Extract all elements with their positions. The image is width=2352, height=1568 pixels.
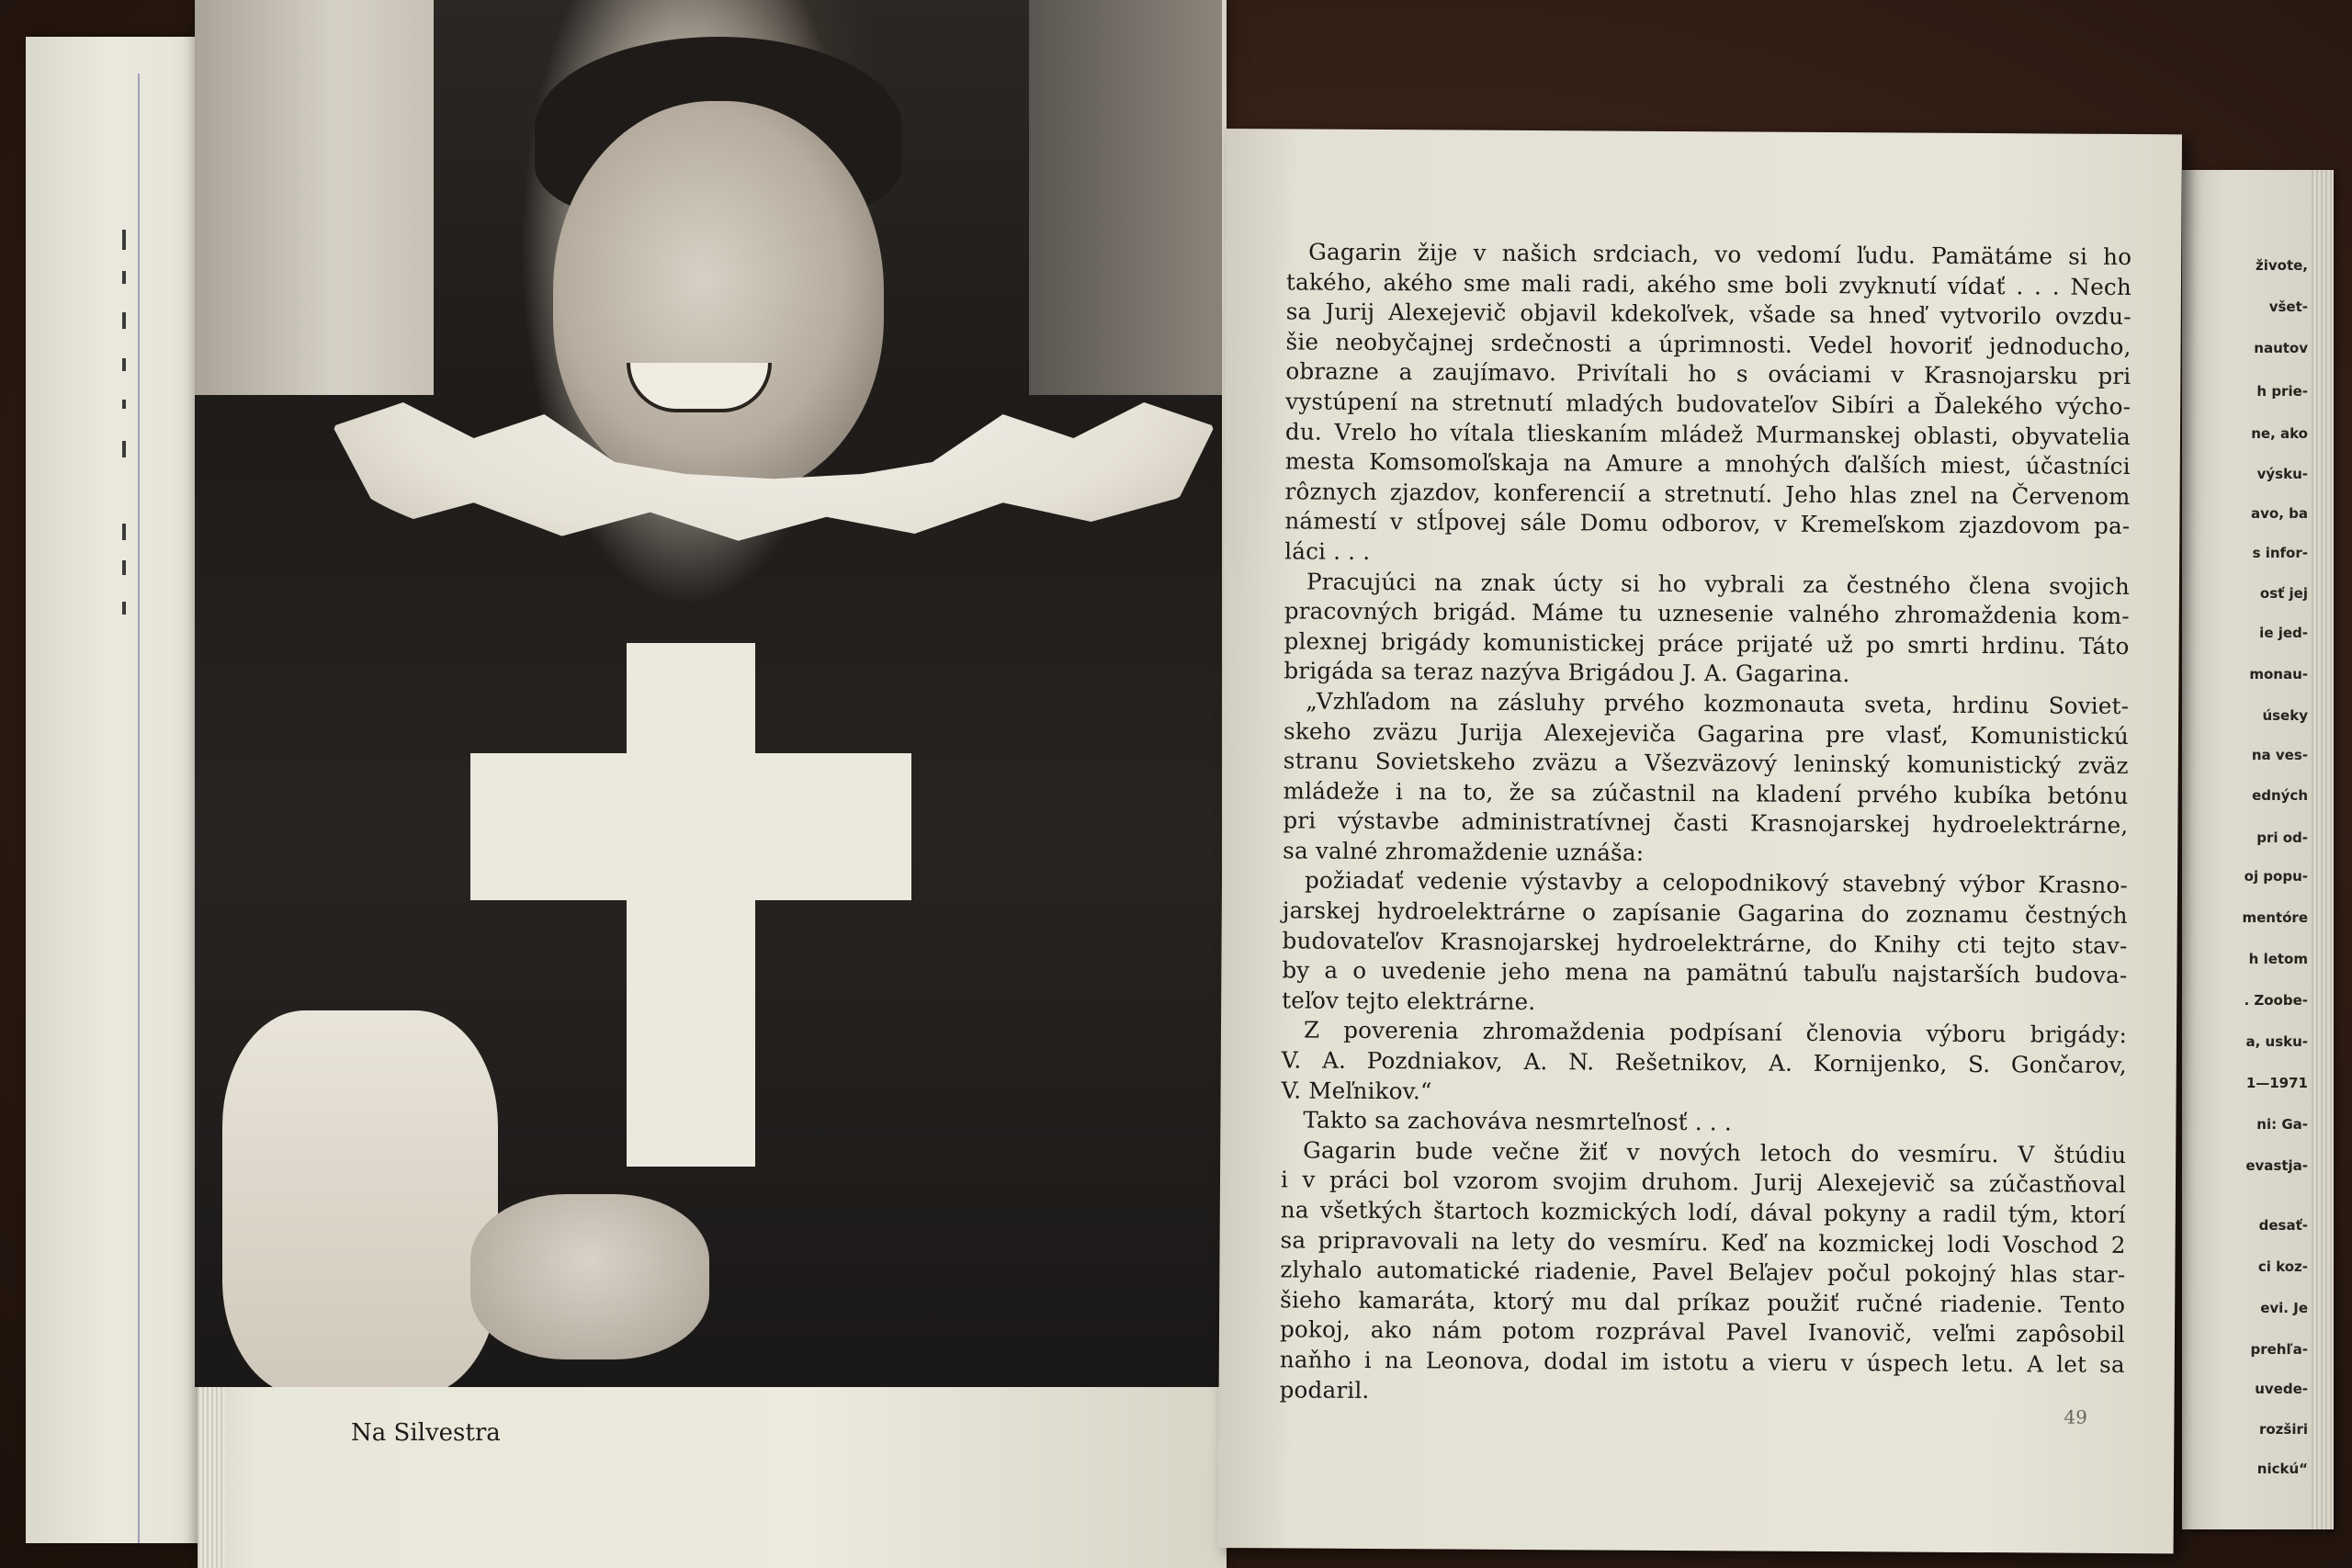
underlying-text-fragment: na ves- xyxy=(2251,747,2308,763)
text-line: Gagarin žije v našich srdciach, vo vedomí ľudu. Pamätáme si ho xyxy=(1308,238,2132,271)
underlying-text-fragment: prehľa- xyxy=(2250,1341,2308,1358)
text-line: naňho i na Leonova, dodal im istotu a vieru v úspech letu. A let sa xyxy=(1279,1346,2125,1378)
page-edges-right xyxy=(2312,170,2334,1529)
photo-face xyxy=(553,101,884,496)
photo-cross-horizontal xyxy=(470,753,911,900)
underlying-book-right xyxy=(2182,170,2334,1529)
edge-mark xyxy=(122,524,126,540)
edge-mark xyxy=(122,441,126,457)
underlying-text-fragment: živote, xyxy=(2256,257,2308,274)
edge-mark xyxy=(122,400,126,409)
text-line: budovateľov Krasnojarskej hydroelektrárne, do Knihy cti tejto stav- xyxy=(1282,927,2128,959)
text-line: mládeže i na to, že sa zúčastnil na kladení prvého kubíka betónu xyxy=(1283,777,2129,809)
text-line: plexnej brigády komunistickej práce prijaté už po smrti hrdinu. Táto xyxy=(1283,627,2130,660)
text-line: stranu Sovietskeho zväzu a Všezväzový leninský komunistický zväz xyxy=(1283,747,2129,780)
photo-hand xyxy=(470,1194,709,1359)
underlying-text-fragment: oj popu- xyxy=(2244,868,2308,885)
underlying-text-fragment: rozširi xyxy=(2258,1421,2308,1438)
photo-cross-vertical xyxy=(627,643,755,1167)
text-line: pracovných brigád. Máme tu uznesenie valného zhromaždenia kom- xyxy=(1283,597,2130,630)
text-line: rôznych zjazdov, konferencií a stretnutí. Jeho hlas znel na Červenom xyxy=(1284,478,2131,510)
edge-mark xyxy=(122,560,126,575)
underlying-text-fragment: ni: Ga- xyxy=(2256,1116,2308,1133)
text-line: „Vzhľadom na zásluhy prvého kozmonauta sveta, hrdinu Soviet- xyxy=(1306,687,2130,719)
underlying-text-fragment: monau- xyxy=(2249,666,2308,682)
edge-mark xyxy=(122,230,126,250)
text-line: námestí v stĺpovej sále Domu odborov, v Kremeľskom zjazdovom pa- xyxy=(1284,507,2131,540)
body-text xyxy=(1280,237,2132,1410)
underlying-text-fragment: h letom xyxy=(2248,951,2308,967)
text-line: šieho kamaráta, ktorý mu dal príkaz použiť ručné riadenie. Tento xyxy=(1280,1286,2126,1318)
underlying-text-fragment: . Zoobe- xyxy=(2244,992,2308,1009)
underlying-text-fragment: 1—1971 xyxy=(2245,1075,2308,1091)
underlying-text-fragment: ne, ako xyxy=(2251,425,2308,442)
text-line: du. Vrelo ho vítala tlieskaním mládež Murmanskej oblasti, obyvatelia xyxy=(1284,417,2132,450)
underlying-text-fragment: výsku- xyxy=(2256,466,2308,482)
edge-mark xyxy=(122,312,126,329)
text-line: mesta Komsomoľskaja na Amure a mnohých ďalších miest, účastníci xyxy=(1284,447,2131,480)
gagarin-photo xyxy=(195,0,1222,1387)
underlying-text-fragment: evastja- xyxy=(2245,1157,2308,1174)
underlying-text-fragment: osť jej xyxy=(2259,585,2308,602)
text-line: podaril. xyxy=(1279,1375,1370,1404)
photo-sleeve xyxy=(222,1010,498,1387)
text-line: V. Meľnikov.“ xyxy=(1281,1077,1432,1105)
underlying-text-fragment: úseky xyxy=(2262,707,2308,724)
photo-caption: Na Silvestra xyxy=(351,1419,501,1447)
text-line: by a o uvedenie jeho mena na pamätnú tabuľu najstarších budova- xyxy=(1282,956,2128,989)
text-line: Z poverenia zhromaždenia podpísaní členovia výboru brigády: xyxy=(1303,1016,2128,1049)
underlying-text-fragment: avo, ba xyxy=(2251,505,2308,522)
underlying-text-fragment: mentóre xyxy=(2242,909,2308,926)
underlying-text-fragment: pri od- xyxy=(2256,829,2308,846)
edge-mark xyxy=(122,602,126,615)
underlying-text-fragment: nautov xyxy=(2254,340,2308,356)
edge-mark xyxy=(122,358,126,371)
text-line: sa valné zhromaždenie uznáša: xyxy=(1283,837,1645,866)
text-line: teľov tejto elektrárne. xyxy=(1282,987,1536,1015)
text-line: brigáda sa teraz nazýva Brigádou J. A. Gagarina. xyxy=(1283,657,1850,688)
underlying-text-fragment: všet- xyxy=(2268,299,2308,315)
text-line: sa Jurij Alexejevič objavil kdekoľvek, všade sa hneď vytvorilo ovzdu- xyxy=(1285,298,2132,331)
underlying-text-fragment: ci koz- xyxy=(2257,1258,2308,1275)
text-line: Takto sa zachováva nesmrteľnosť . . . xyxy=(1303,1106,1732,1136)
photo-background-right xyxy=(1029,0,1222,395)
underlying-text-fragment: edných xyxy=(2252,787,2308,804)
underlying-text-fragment: nickú“ xyxy=(2256,1461,2308,1477)
underlying-text-fragment: evi. Je xyxy=(2260,1300,2308,1316)
text-line: obrazne a zaujímavo. Privítali ho s ováciami v Krasnojarsku pri xyxy=(1285,357,2132,390)
underlying-text-fragment: ie jed- xyxy=(2259,625,2308,641)
text-line: V. A. Pozdniakov, A. N. Rešetnikov, A. Kornijenko, S. Gončarov, xyxy=(1281,1046,2127,1079)
text-line: šie neobyčajnej srdečnosti a úprimnosti. Vedel hovoriť jednoducho, xyxy=(1285,328,2132,360)
underlying-text-fragment: uvede- xyxy=(2255,1381,2308,1397)
text-line: zlyhalo automatické riadenie, Pavel Beľajev počul pokojný hlas star- xyxy=(1280,1256,2126,1289)
text-line: Gagarin bude večne žiť v nových letoch do vesmíru. V štúdiu xyxy=(1303,1136,2127,1168)
text-line: jarskej hydroelektrárne o zapísanie Gagarina do zoznamu čestných xyxy=(1282,897,2128,930)
edge-mark xyxy=(122,271,126,284)
right-page xyxy=(1218,129,2182,1553)
text-line: i v práci bol vzorom svojim druhom. Jurij Alexejevič sa zúčastňoval xyxy=(1280,1166,2127,1199)
photo-background-window xyxy=(195,0,434,395)
text-line: pri výstavbe administratívnej časti Krasnojarskej hydroelektrárne, xyxy=(1283,807,2129,840)
text-line: vystúpení na stretnutí mladých budovateľov Sibíri a Ďalekého výcho- xyxy=(1285,388,2132,420)
text-line: takého, akého sme mali radi, akého sme boli zvyknutí vídať . . . Nech xyxy=(1285,267,2132,300)
text-line: skeho zväzu Jurija Alexejeviča Gagarina pre vlasť, Komunistickú xyxy=(1283,716,2130,750)
text-line: Pracujúci na znak úcty si ho vybrali za čestného člena svojich xyxy=(1306,568,2131,600)
spine-line xyxy=(138,73,140,1543)
text-line: sa pripravovali na lety do vesmíru. Keď na kozmickej lodi Voschod 2 xyxy=(1280,1225,2126,1258)
underlying-text-fragment: a, usku- xyxy=(2245,1033,2308,1050)
text-line: na všetkých štartoch kozmických lodí, dával pokyny a radil tým, ktorí xyxy=(1280,1196,2126,1229)
underlying-text-fragment: s infor- xyxy=(2252,545,2308,561)
page-number: 49 xyxy=(2064,1405,2087,1428)
underlying-text-fragment: h prie- xyxy=(2256,383,2308,400)
text-line: láci . . . xyxy=(1284,537,1371,565)
underlying-text-fragment: desať- xyxy=(2258,1217,2308,1234)
text-line: pokoj, ako nám potom rozprával Pavel Ivanovič, veľmi zapôsobil xyxy=(1279,1315,2126,1348)
text-line: požiadať vedenie výstavby a celopodnikový stavebný výbor Krasno- xyxy=(1304,867,2129,899)
